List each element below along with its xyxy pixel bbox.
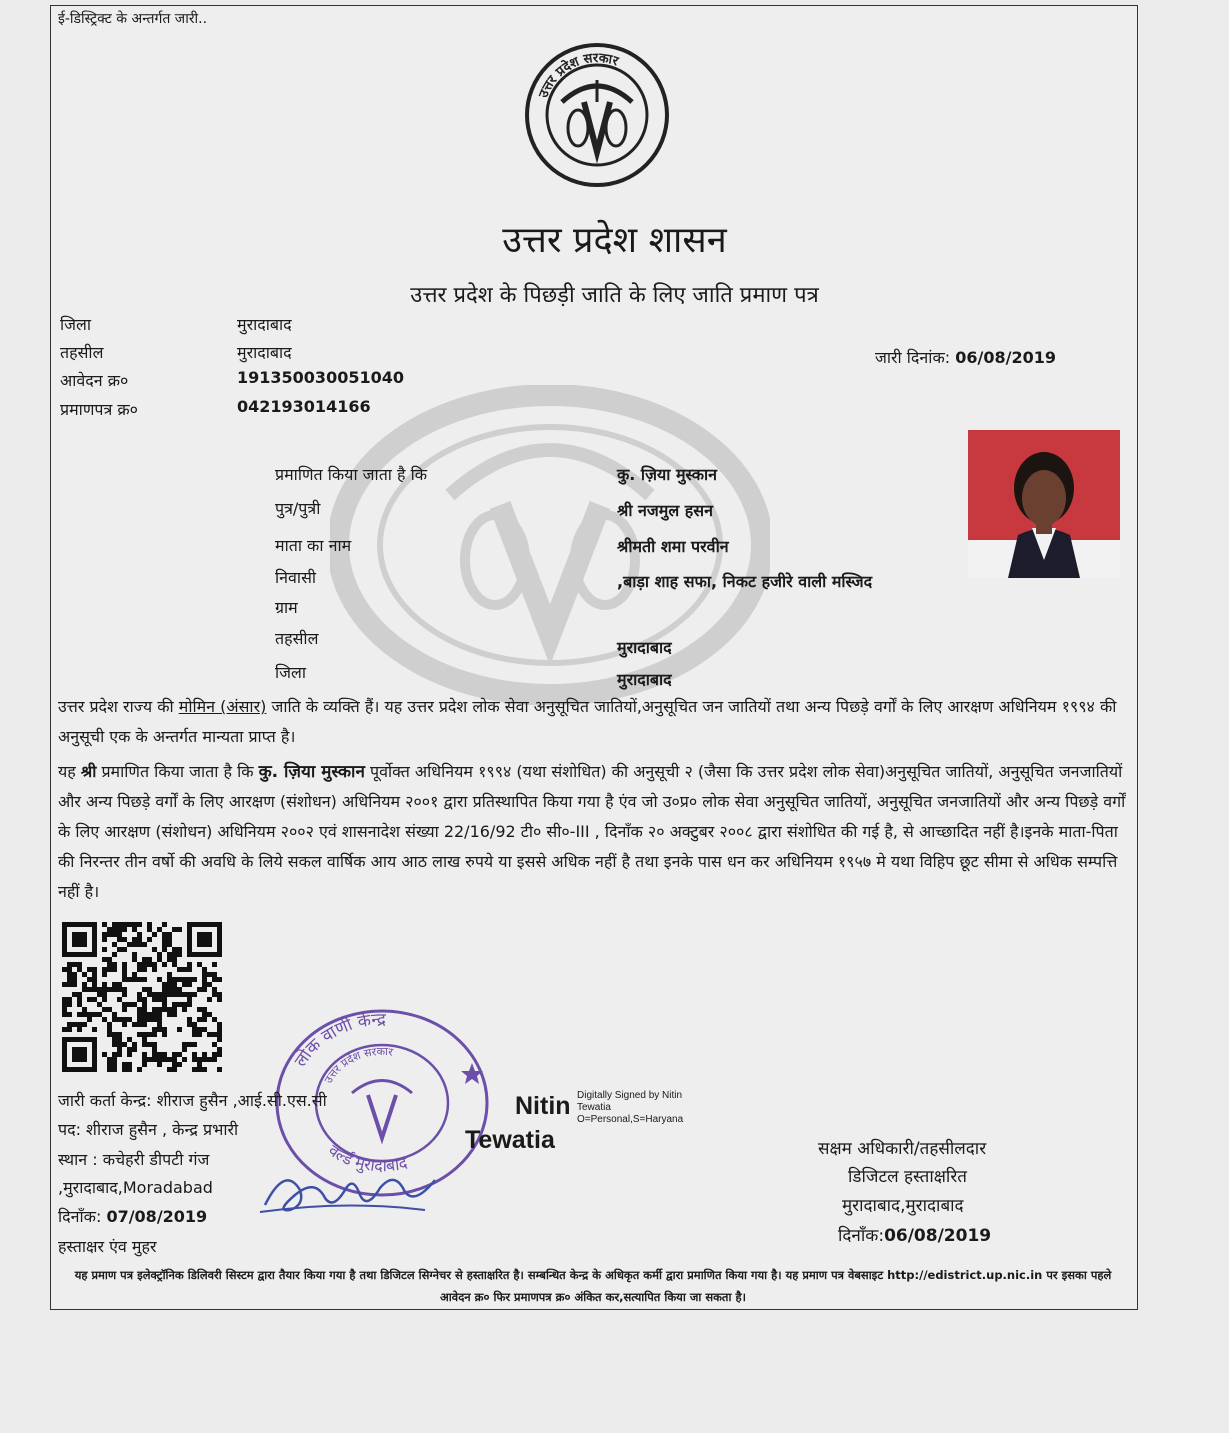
issuer-date-value: 07/08/2019: [106, 1207, 208, 1226]
caste-name: मोमिन (अंसार): [178, 697, 267, 716]
detail-value-mother: श्रीमती शमा परवीन: [617, 537, 729, 556]
authority-place: मुरादाबाद,मुरादाबाद: [842, 1196, 964, 1216]
para2-shri: श्री: [80, 762, 97, 781]
caste-paragraph: [58, 692, 1133, 752]
issuer-date: [58, 1205, 207, 1227]
svg-text:उत्तर प्रदेश सरकार: [536, 51, 621, 101]
authority-date: [838, 1223, 991, 1246]
digital-signature-details: [577, 1090, 683, 1126]
authority-digital: डिजिटल हस्ताक्षरित: [848, 1167, 967, 1187]
state-emblem: [522, 40, 672, 194]
header-note: ई-डिस्ट्रिक्ट के अन्तर्गत जारी..: [58, 11, 208, 27]
district-label: जिला: [60, 315, 92, 334]
detail-label-district: जिला: [275, 663, 307, 682]
detail-label-father: पुत्र/पुत्री: [275, 499, 321, 518]
district-value: मुरादाबाद: [237, 315, 292, 334]
para2-name: कु. ज़िया मुस्कान: [258, 762, 365, 782]
handwritten-signature: [255, 1160, 445, 1224]
issue-date-label: जारी दिनांक:: [875, 348, 951, 367]
detail-label-mother: माता का नाम: [275, 536, 352, 555]
stamp-bottom-text: वर्ल्ड मुरादाबाद: [324, 1140, 410, 1176]
detail-value-name: कु. ज़िया मुस्कान: [617, 465, 718, 484]
issuer-place: स्थान : कचेहरी डीपटी गंज: [58, 1150, 210, 1169]
digital-signer-name: Nitin: [515, 1092, 571, 1120]
detail-label-certified: प्रमाणित किया जाता है कि: [275, 465, 428, 484]
stamp-outer-text: लोक वाणी केन्द्र: [290, 1009, 386, 1071]
digital-signature-line3: O=Personal,S=Haryana: [577, 1114, 684, 1125]
page-title: उत्तर प्रदेश शासन: [502, 220, 727, 261]
para2-middle: प्रमाणित किया जाता है कि: [96, 762, 259, 781]
detail-value-district: मुरादाबाद: [617, 670, 672, 689]
issuer-center: जारी कर्ता केन्द्र: शीराज हुसैन ,आई.सी.एस.सी: [58, 1091, 327, 1110]
page-subtitle: उत्तर प्रदेश के पिछड़ी जाति के लिए जाति प्रमाण पत्र: [410, 283, 819, 308]
digital-signer-surname: Tewatia: [465, 1126, 555, 1154]
tehsil-label: तहसील: [60, 343, 104, 362]
issuer-date-label: दिनाँक:: [58, 1207, 102, 1226]
applicant-photo: [968, 430, 1120, 578]
application-number: 191350030051040: [237, 368, 404, 387]
authority-title: सक्षम अधिकारी/तहसीलदार: [818, 1139, 987, 1159]
para1-suffix: जाति के व्यक्ति हैं। यह उत्तर प्रदेश लोक सेवा अनुसूचित जातियों,अनुसूचित जन जातियों तथा अन्य पिछड़े वर्गों के लिए आरक्षण अधिनियम १९९४ की अनुसूची एक के अन्तर्गत मान्यता प्राप्त है।: [58, 697, 1117, 746]
detail-value-address: ,बाड़ा शाह सफा, निकट हजीरे वाली मस्जिद: [617, 572, 873, 591]
authority-date-label: दिनाँक:: [838, 1226, 885, 1246]
certificate-label: प्रमाणपत्र क्र०: [60, 400, 138, 419]
issuer-post: पद: शीराज हुसैन , केन्द्र प्रभारी: [58, 1120, 239, 1139]
application-label: आवेदन क्र०: [60, 371, 129, 390]
detail-value-tehsil: मुरादाबाद: [617, 638, 672, 657]
detail-label-tehsil: तहसील: [275, 629, 319, 648]
certificate-number: 042193014166: [237, 397, 371, 416]
para1-prefix: उत्तर प्रदेश राज्य की: [58, 697, 179, 716]
detail-value-father: श्री नजमुल हसन: [617, 501, 713, 520]
issuer-sign-label: हस्ताक्षर एंव मुहर: [58, 1237, 157, 1256]
emblem-text: उत्तर प्रदेश सरकार: [536, 50, 621, 101]
para2-prefix: यह: [58, 762, 81, 781]
issuer-city: ,मुरादाबाद,Moradabad: [58, 1178, 213, 1197]
detail-label-resident: निवासी: [275, 568, 317, 587]
footer-note: यह प्रमाण पत्र इलेक्ट्रॉनिक डिलिवरी सिस्टम द्वारा तैयार किया गया है तथा डिजिटल सिग्नेचर से हस्ताक्षरित है। सम्बन्धित केन्द्र के अधिकृत कर्मी द्वारा प्रमाणित किया गया है। यह प्रमाण पत्र वेबसाइट http://edistrict.up.nic.in पर इसका पहले आवेदन क्र० फिर प्रमाणपत्र क्र० अंकित कर,सत्यापित किया जा सकता है।: [74, 1268, 1112, 1304]
issue-date-value: 06/08/2019: [955, 348, 1056, 367]
detail-label-village: ग्राम: [275, 598, 298, 617]
stamp-inner-text: उत्तर प्रदेश सरकार: [321, 1044, 394, 1086]
digital-signature-line1: Digitally Signed by Nitin: [577, 1090, 683, 1101]
issue-date: [875, 346, 1056, 368]
tehsil-value: मुरादाबाद: [237, 343, 292, 362]
certification-paragraph: [58, 757, 1133, 907]
digital-signature-line2: Tewatia: [577, 1102, 611, 1113]
para2-suffix: पूर्वोक्त अधिनियम १९९४ (यथा संशोधित) की अनुसूची २ (जैसा कि उत्तर प्रदेश लोक सेवा)अनुसूचित जातियों, अनुसूचित जनजातियों और अन्य पिछड़े वर्गों के लिए आरक्षण (संशोधन) अधिनियम २००१ द्वारा प्रतिस्थापित किया गया है एंव जो उ०प्र० लोक सेवा अनुसूचित जातियों, अनुसूचित जनजातियों और अन्य पिछड़े वर्गों के लिए आरक्षण (संशोधन) अधिनियम २००२ एवं शासनादेश संख्या 22/16/92 टी० सी०-III , दिनाँक २० अक्टुबर २००८ द्वारा संशोधित की गई है, से आच्छादित नहीं है।इनके माता-पिता की निरन्तर तीन वर्षो की अवधि के लिये सकल वार्षिक आय आठ लाख रुपये या इससे अधिक नहीं है तथा इनके पास धन कर अधिनियम १९५७ मे यथा विहिप छूट सीमा से अधिक सम्पत्ति नहीं है।: [58, 762, 1126, 901]
authority-date-value: 06/08/2019: [884, 1226, 992, 1246]
qr-code: [62, 922, 222, 1072]
